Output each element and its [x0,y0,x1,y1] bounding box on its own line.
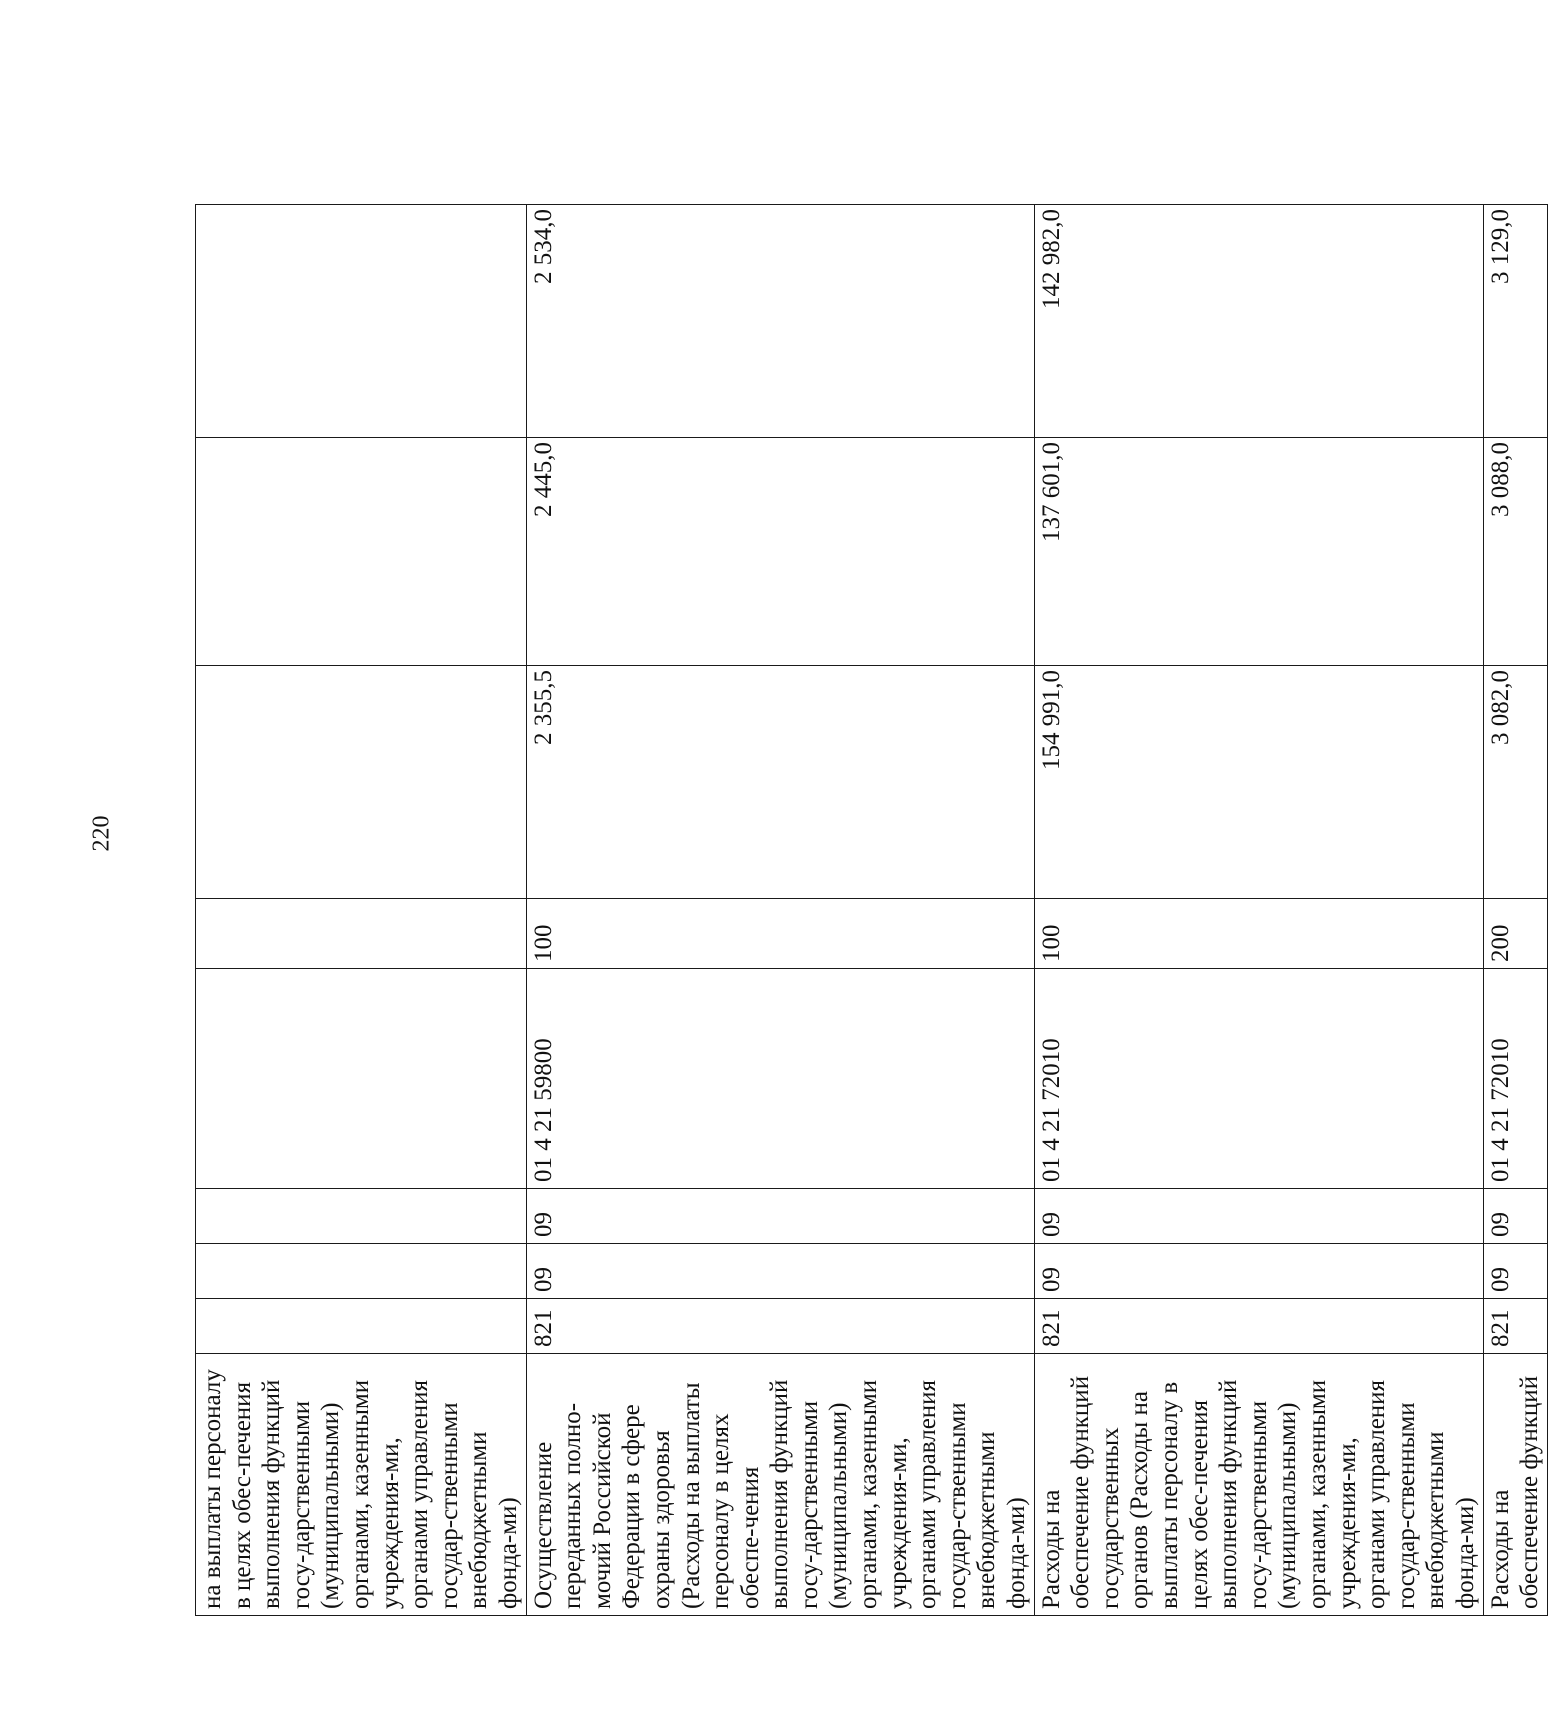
expense-type-code: 100 [1034,899,1483,969]
section-code [196,1244,527,1299]
amount-3: 3 129,0 [1483,205,1547,438]
expense-type-code [196,899,527,969]
amount-3 [196,205,527,438]
ved-code: 821 [526,1299,1034,1354]
section-code: 09 [1483,1244,1547,1299]
target-article-code: 01 4 21 72010 [1034,969,1483,1189]
ved-code: 821 [1483,1299,1547,1354]
table-row [1483,205,1547,1616]
page-number: 220 [88,815,115,852]
amount-2 [196,438,527,666]
row-description: Осуществление переданных полно-мочий Российской Федерации в сфере охраны здоровья (Расходы на выплаты персоналу в целях обеспе-чения выполнения функций госу-дарственными (муниципальными) органами, казенными учреждения-ми, органами управления государ-ственными внебюджетными фонда-ми) [526,1354,1034,1616]
subsection-code: 09 [1483,1189,1547,1244]
amount-2: 137 601,0 [1034,438,1483,666]
section-code: 09 [1034,1244,1483,1299]
budget-table [195,204,1548,1616]
amount-1: 154 991,0 [1034,666,1483,899]
ved-code: 821 [1034,1299,1483,1354]
expense-type-code: 200 [1483,899,1547,969]
row-description: на выплаты персоналу в целях обес-печения выполнения функций госу-дарственными (муниципальными) органами, казенными учреждения-ми, органами управления государ-ственными внебюджетными фонда-ми) [196,1354,527,1616]
amount-3: 142 982,0 [1034,205,1483,438]
budget-table-rotated [195,205,1544,1616]
table-row [526,205,1034,1616]
amount-1: 3 082,0 [1483,666,1547,899]
subsection-code: 09 [526,1189,1034,1244]
amount-2: 3 088,0 [1483,438,1547,666]
table-row [196,205,527,1616]
expense-type-code: 100 [526,899,1034,969]
row-description: Расходы на обеспечение функций [1483,1354,1547,1616]
row-description: Расходы на обеспечение функций государственных органов (Расходы на выплаты персоналу в целях обес-печения выполнения функций госу-дарственными (муниципальными) органами, казенными учреждения-ми, органами управления государ-ственными внебюджетными фонда-ми) [1034,1354,1483,1616]
section-code: 09 [526,1244,1034,1299]
target-article-code [196,969,527,1189]
amount-1 [196,666,527,899]
ved-code [196,1299,527,1354]
target-article-code: 01 4 21 72010 [1483,969,1547,1189]
amount-3: 2 534,0 [526,205,1034,438]
amount-2: 2 445,0 [526,438,1034,666]
table-row [1034,205,1483,1616]
subsection-code [196,1189,527,1244]
target-article-code: 01 4 21 59800 [526,969,1034,1189]
amount-1: 2 355,5 [526,666,1034,899]
subsection-code: 09 [1034,1189,1483,1244]
